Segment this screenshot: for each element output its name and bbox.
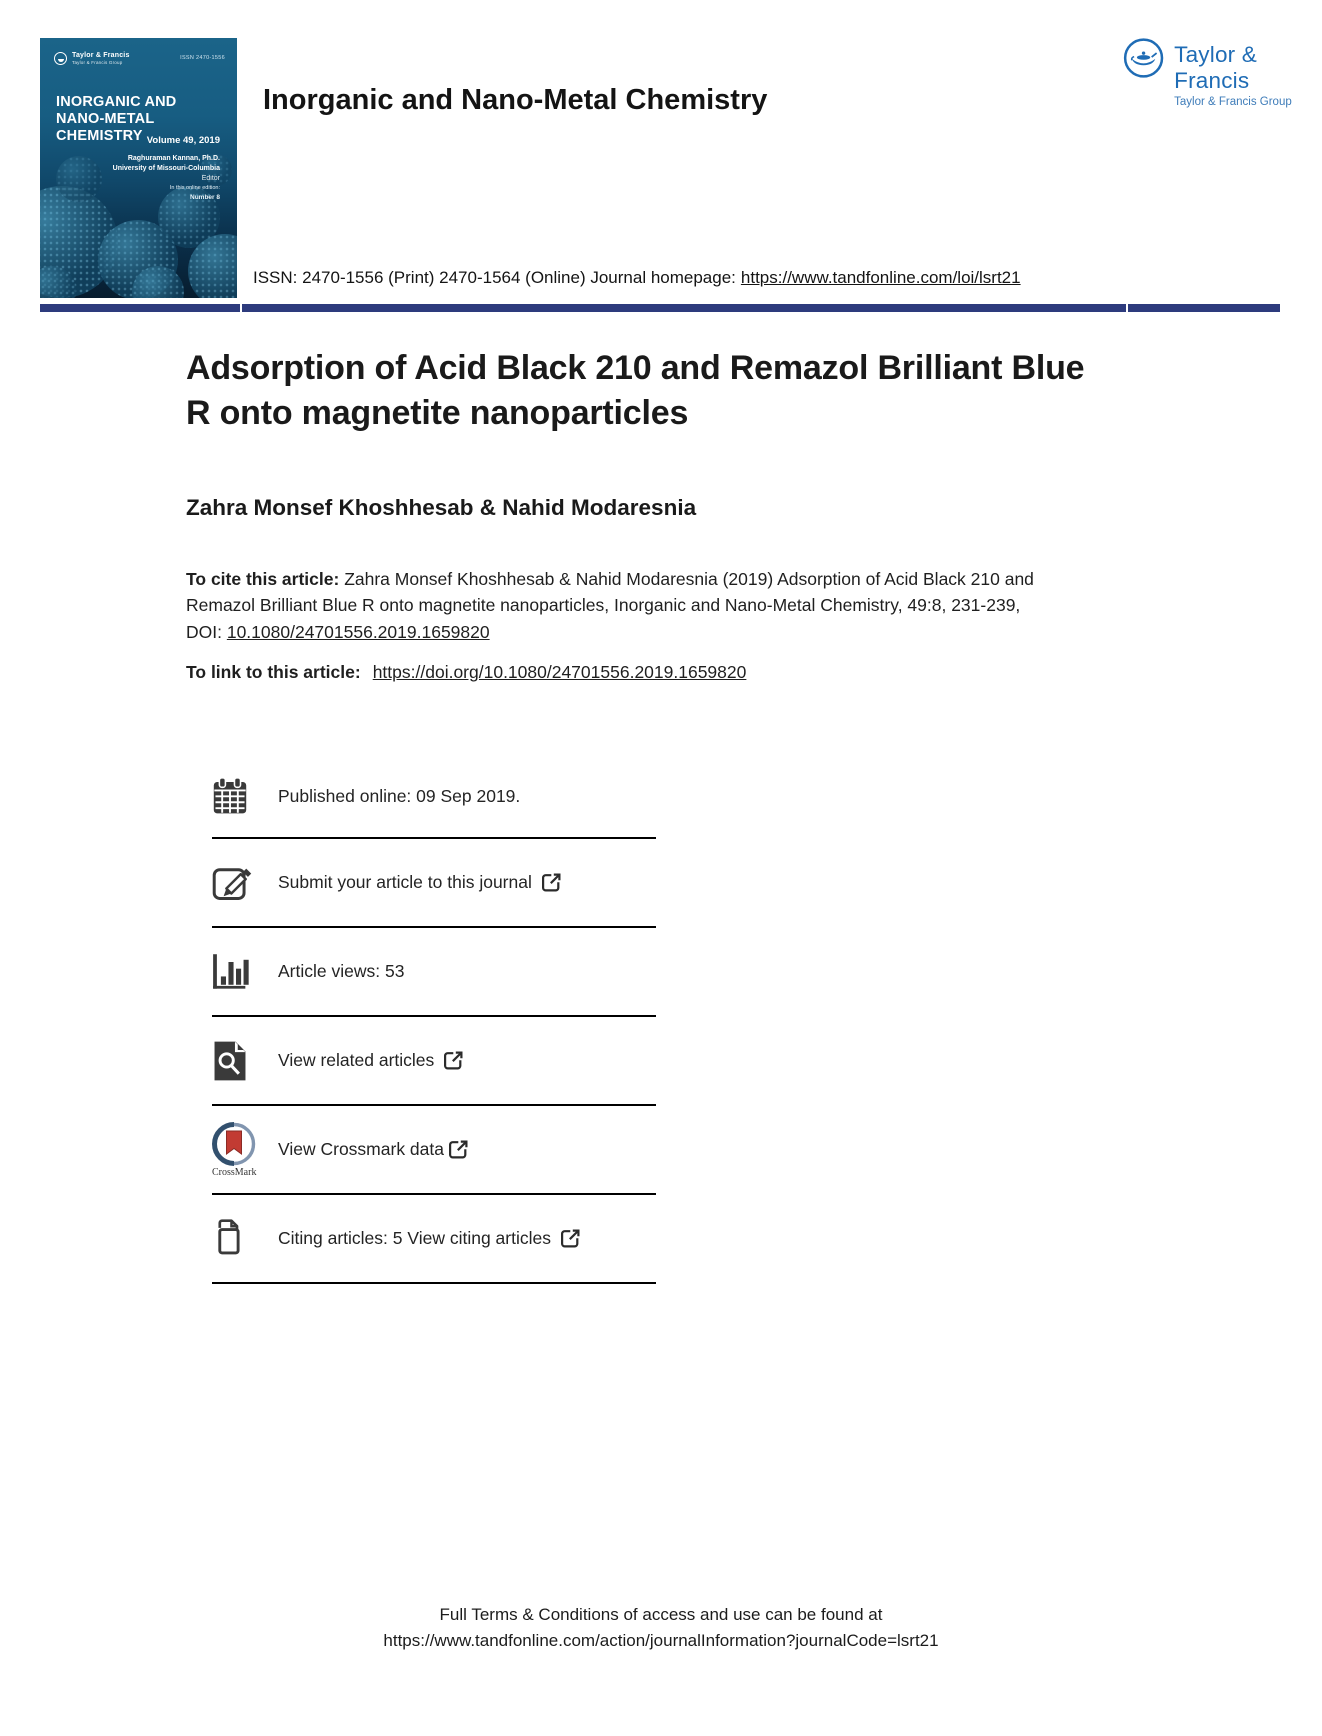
crossmark-icon <box>212 1122 256 1166</box>
related-articles-icon <box>212 1040 248 1082</box>
cover-publisher-logo <box>54 52 130 66</box>
crossmark-row[interactable] <box>212 1106 656 1195</box>
crossmark-caption: CrossMark <box>212 1166 257 1178</box>
cover-editor-affiliation: University of Missouri-Columbia <box>112 165 220 173</box>
cover-issn: ISSN 2470-1556 <box>180 55 225 61</box>
submit-article-row[interactable] <box>212 839 656 928</box>
divider-gap <box>240 304 242 312</box>
published-online-row <box>212 755 656 839</box>
calendar-icon <box>212 777 248 815</box>
header-divider-bar <box>40 304 1280 312</box>
journal-homepage-link[interactable]: https://www.tandfonline.com/loi/lsrt21 <box>740 268 1021 287</box>
cite-doi-link[interactable]: 10.1080/24701556.2019.1659820 <box>226 621 490 642</box>
bar-chart-icon <box>212 953 252 991</box>
cover-editor-name: Raghuraman Kannan, Ph.D. <box>127 155 220 162</box>
related-articles-text[interactable]: View related articles <box>278 1050 435 1070</box>
article-title: Adsorption of Acid Black 210 and Remazol Brilliant Blue R onto magnetite nanoparticles <box>186 349 1085 433</box>
crossmark-text[interactable]: View Crossmark data <box>278 1139 444 1159</box>
publisher-logo <box>1122 34 1322 108</box>
publisher-group: Taylor & Francis Group <box>1174 96 1292 108</box>
cite-label: To cite this article: <box>186 569 340 589</box>
journal-cover-image <box>40 38 237 298</box>
issn-line <box>253 268 1021 288</box>
cover-editor-label: Editor <box>201 175 220 183</box>
terms-url[interactable]: https://www.tandfonline.com/action/journalInformation?journalCode=lsrt21 <box>383 1631 939 1651</box>
terms-text: Full Terms & Conditions of access and use can be found at <box>439 1605 883 1624</box>
cover-edition-block <box>170 184 220 203</box>
article-views-row <box>212 928 656 1017</box>
tandf-lamp-icon <box>1122 34 1165 82</box>
article-views-text: Article views: 53 <box>278 961 405 981</box>
cite-text: Zahra Monsef Khoshhesab & Nahid Modaresnia (2019) Adsorption of Acid Black 210 and Remazol Brilliant Blue R onto magnetite nanoparticles, Inorganic and Nano-Metal Chemistry, 49:8, 231-239, DOI: <box>186 569 1034 642</box>
divider-gap <box>1126 304 1128 312</box>
external-link-icon <box>443 1051 463 1071</box>
citing-articles-row[interactable] <box>212 1195 656 1284</box>
published-online-text: Published online: 09 Sep 2019. <box>278 785 521 806</box>
external-link-icon <box>448 1140 468 1160</box>
related-articles-row[interactable] <box>212 1017 656 1106</box>
citing-articles-text[interactable]: Citing articles: 5 View citing articles <box>278 1228 551 1248</box>
terms-footer <box>0 1602 1322 1655</box>
cover-publisher-name: Taylor & Francis <box>72 52 130 59</box>
cover-editor-block <box>113 154 220 184</box>
publisher-name: Taylor & Francis <box>1174 42 1258 93</box>
link-label: To link to this article: <box>186 662 361 682</box>
article-action-list <box>212 755 656 1284</box>
citing-articles-icon <box>212 1219 252 1259</box>
cover-publisher-group: Taylor & Francis Group <box>72 60 123 66</box>
cover-edition-number: Number 8 <box>190 193 220 201</box>
cover-edition-note: In this online edition: <box>169 185 220 191</box>
external-link-icon <box>560 1229 580 1249</box>
cite-paragraph <box>186 566 1034 645</box>
submit-article-text[interactable]: Submit your article to this journal <box>278 872 532 892</box>
cover-volume: Volume 49, 2019 <box>146 135 220 146</box>
issn-text: ISSN: 2470-1556 (Print) 2470-1564 (Online) Journal homepage: <box>253 268 736 287</box>
link-paragraph <box>186 662 746 683</box>
article-authors: Zahra Monsef Khoshhesab & Nahid Modaresnia <box>186 495 697 520</box>
tandf-lamp-icon <box>54 52 67 65</box>
nanoparticle-sphere <box>56 156 102 202</box>
journal-title: Inorganic and Nano-Metal Chemistry <box>263 84 768 116</box>
cover-journal-title: INORGANIC AND NANO-METAL CHEMISTRY <box>56 94 177 144</box>
external-link-icon <box>541 873 561 893</box>
submit-article-icon <box>212 864 254 902</box>
doi-link[interactable]: https://doi.org/10.1080/24701556.2019.1659820 <box>372 662 747 682</box>
